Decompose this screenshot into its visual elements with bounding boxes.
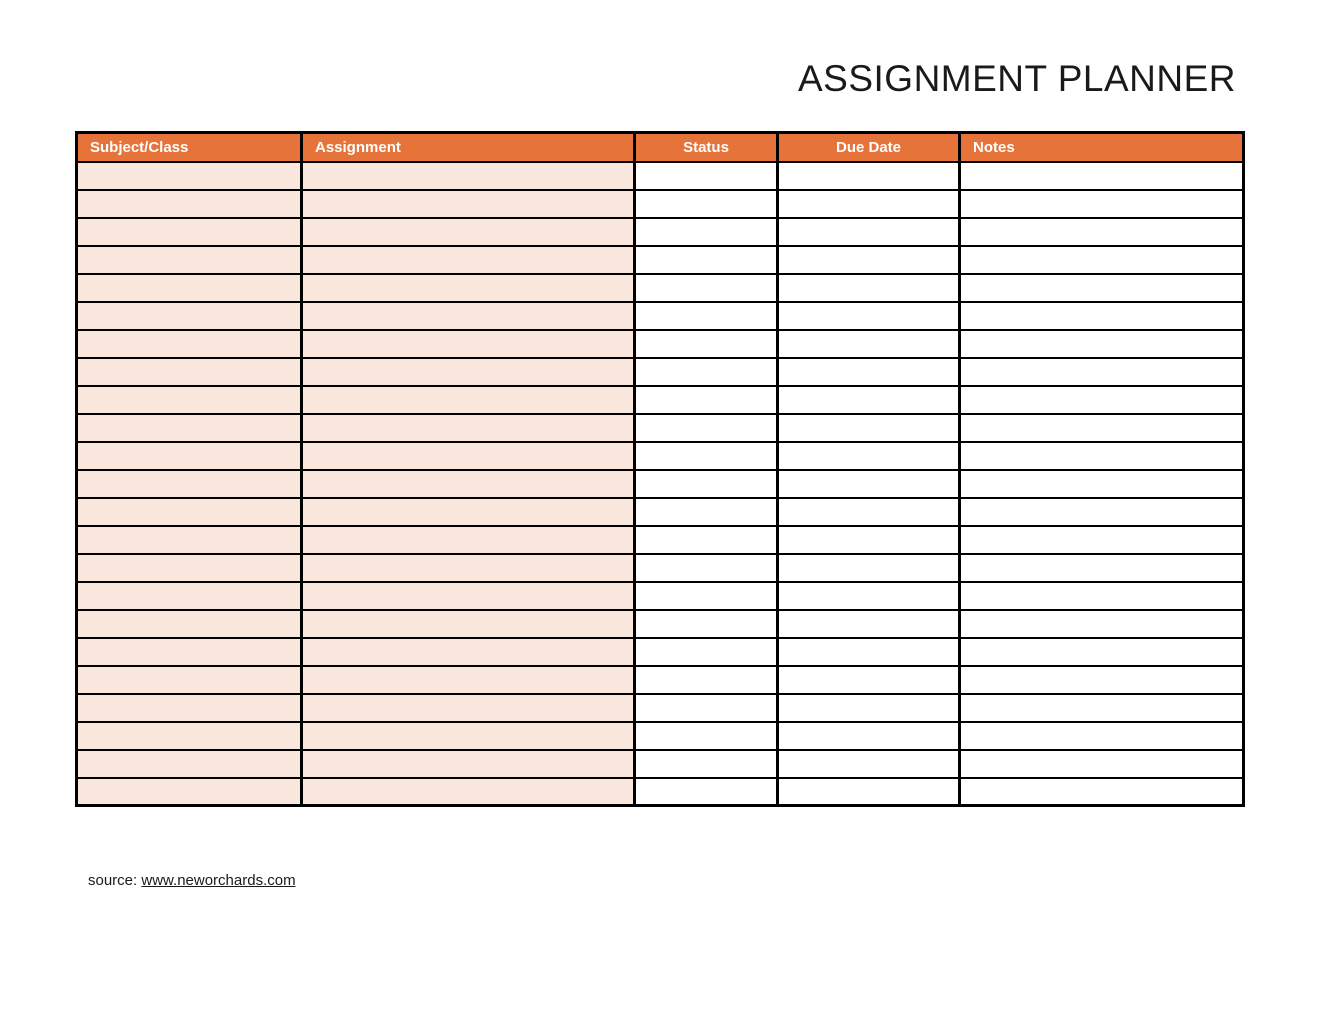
cell-due-date-row-22[interactable]	[778, 750, 960, 778]
cell-assignment-row-4[interactable]	[302, 246, 635, 274]
cell-subject-class-row-15[interactable]	[77, 554, 302, 582]
cell-assignment-row-21[interactable]	[302, 722, 635, 750]
cell-assignment-row-10[interactable]	[302, 414, 635, 442]
table-row	[77, 722, 1244, 750]
column-header-subject-class: Subject/Class	[77, 133, 302, 162]
cell-status-row-20[interactable]	[635, 694, 778, 722]
cell-assignment-row-17[interactable]	[302, 610, 635, 638]
table-row	[77, 610, 1244, 638]
cell-assignment-row-15[interactable]	[302, 554, 635, 582]
table-row	[77, 498, 1244, 526]
cell-due-date-row-23[interactable]	[778, 778, 960, 806]
cell-assignment-row-14[interactable]	[302, 526, 635, 554]
cell-notes-row-6[interactable]	[960, 302, 1244, 330]
cell-assignment-row-7[interactable]	[302, 330, 635, 358]
cell-due-date-row-18[interactable]	[778, 638, 960, 666]
cell-notes-row-19[interactable]	[960, 666, 1244, 694]
cell-notes-row-17[interactable]	[960, 610, 1244, 638]
cell-status-row-13[interactable]	[635, 498, 778, 526]
cell-subject-class-row-11[interactable]	[77, 442, 302, 470]
cell-notes-row-2[interactable]	[960, 190, 1244, 218]
table-row	[77, 666, 1244, 694]
cell-status-row-12[interactable]	[635, 470, 778, 498]
cell-subject-class-row-18[interactable]	[77, 638, 302, 666]
cell-status-row-16[interactable]	[635, 582, 778, 610]
cell-status-row-10[interactable]	[635, 414, 778, 442]
cell-due-date-row-2[interactable]	[778, 190, 960, 218]
cell-notes-row-15[interactable]	[960, 554, 1244, 582]
cell-status-row-23[interactable]	[635, 778, 778, 806]
table-row	[77, 470, 1244, 498]
cell-due-date-row-10[interactable]	[778, 414, 960, 442]
cell-assignment-row-11[interactable]	[302, 442, 635, 470]
table-header-row	[77, 133, 1244, 162]
cell-assignment-row-18[interactable]	[302, 638, 635, 666]
cell-subject-class-row-5[interactable]	[77, 274, 302, 302]
column-header-notes: Notes	[960, 133, 1244, 162]
page-title: ASSIGNMENT PLANNER	[797, 58, 1236, 99]
cell-assignment-row-5[interactable]	[302, 274, 635, 302]
cell-subject-class-row-12[interactable]	[77, 470, 302, 498]
cell-assignment-row-2[interactable]	[302, 190, 635, 218]
table-row	[77, 330, 1244, 358]
cell-due-date-row-13[interactable]	[778, 498, 960, 526]
cell-assignment-row-19[interactable]	[302, 666, 635, 694]
cell-subject-class-row-1[interactable]	[77, 162, 302, 190]
cell-due-date-row-9[interactable]	[778, 386, 960, 414]
cell-notes-row-18[interactable]	[960, 638, 1244, 666]
cell-assignment-row-1[interactable]	[302, 162, 635, 190]
cell-due-date-row-19[interactable]	[778, 666, 960, 694]
cell-subject-class-row-3[interactable]	[77, 218, 302, 246]
assignment-planner-table	[75, 131, 1242, 807]
cell-subject-class-row-19[interactable]	[77, 666, 302, 694]
cell-status-row-11[interactable]	[635, 442, 778, 470]
cell-subject-class-row-16[interactable]	[77, 582, 302, 610]
cell-status-row-14[interactable]	[635, 526, 778, 554]
cell-notes-row-8[interactable]	[960, 358, 1244, 386]
cell-status-row-21[interactable]	[635, 722, 778, 750]
cell-assignment-row-12[interactable]	[302, 470, 635, 498]
cell-notes-row-20[interactable]	[960, 694, 1244, 722]
cell-subject-class-row-21[interactable]	[77, 722, 302, 750]
cell-status-row-19[interactable]	[635, 666, 778, 694]
column-header-assignment: Assignment	[302, 133, 635, 162]
cell-notes-row-23[interactable]	[960, 778, 1244, 806]
cell-subject-class-row-9[interactable]	[77, 386, 302, 414]
cell-subject-class-row-8[interactable]	[77, 358, 302, 386]
cell-status-row-5[interactable]	[635, 274, 778, 302]
cell-status-row-9[interactable]	[635, 386, 778, 414]
table-row	[77, 218, 1244, 246]
cell-subject-class-row-6[interactable]	[77, 302, 302, 330]
cell-due-date-row-7[interactable]	[778, 330, 960, 358]
cell-assignment-row-23[interactable]	[302, 778, 635, 806]
column-header-status: Status	[635, 133, 778, 162]
cell-status-row-15[interactable]	[635, 554, 778, 582]
cell-subject-class-row-23[interactable]	[77, 778, 302, 806]
cell-status-row-17[interactable]	[635, 610, 778, 638]
cell-assignment-row-13[interactable]	[302, 498, 635, 526]
cell-due-date-row-20[interactable]	[778, 694, 960, 722]
cell-status-row-4[interactable]	[635, 246, 778, 274]
cell-subject-class-row-7[interactable]	[77, 330, 302, 358]
cell-status-row-7[interactable]	[635, 330, 778, 358]
cell-assignment-row-9[interactable]	[302, 386, 635, 414]
cell-due-date-row-17[interactable]	[778, 610, 960, 638]
cell-notes-row-4[interactable]	[960, 246, 1244, 274]
cell-due-date-row-6[interactable]	[778, 302, 960, 330]
cell-due-date-row-3[interactable]	[778, 218, 960, 246]
cell-due-date-row-12[interactable]	[778, 470, 960, 498]
source-link[interactable]: www.neworchards.com	[141, 872, 296, 889]
table-row	[77, 582, 1244, 610]
column-header-due-date: Due Date	[778, 133, 960, 162]
cell-status-row-2[interactable]	[635, 190, 778, 218]
cell-due-date-row-15[interactable]	[778, 554, 960, 582]
table-row	[77, 386, 1244, 414]
table-row	[77, 694, 1244, 722]
cell-assignment-row-8[interactable]	[302, 358, 635, 386]
table-row	[77, 302, 1244, 330]
cell-status-row-8[interactable]	[635, 358, 778, 386]
table-row	[77, 750, 1244, 778]
cell-status-row-6[interactable]	[635, 302, 778, 330]
cell-status-row-22[interactable]	[635, 750, 778, 778]
cell-status-row-1[interactable]	[635, 162, 778, 190]
table-row	[77, 246, 1244, 274]
cell-notes-row-22[interactable]	[960, 750, 1244, 778]
cell-subject-class-row-13[interactable]	[77, 498, 302, 526]
cell-subject-class-row-14[interactable]	[77, 526, 302, 554]
cell-notes-row-14[interactable]	[960, 526, 1244, 554]
cell-notes-row-5[interactable]	[960, 274, 1244, 302]
source-attribution	[88, 872, 296, 889]
table-row	[77, 358, 1244, 386]
cell-notes-row-21[interactable]	[960, 722, 1244, 750]
table-row	[77, 778, 1244, 806]
cell-notes-row-3[interactable]	[960, 218, 1244, 246]
table-row	[77, 442, 1244, 470]
cell-due-date-row-4[interactable]	[778, 246, 960, 274]
table-row	[77, 526, 1244, 554]
cell-status-row-3[interactable]	[635, 218, 778, 246]
cell-notes-row-1[interactable]	[960, 162, 1244, 190]
cell-assignment-row-16[interactable]	[302, 582, 635, 610]
cell-notes-row-13[interactable]	[960, 498, 1244, 526]
table-row	[77, 414, 1244, 442]
cell-subject-class-row-22[interactable]	[77, 750, 302, 778]
table-row	[77, 190, 1244, 218]
cell-subject-class-row-17[interactable]	[77, 610, 302, 638]
cell-notes-row-9[interactable]	[960, 386, 1244, 414]
cell-due-date-row-14[interactable]	[778, 526, 960, 554]
cell-notes-row-12[interactable]	[960, 470, 1244, 498]
cell-status-row-18[interactable]	[635, 638, 778, 666]
cell-notes-row-11[interactable]	[960, 442, 1244, 470]
source-label: source:	[88, 872, 142, 889]
cell-subject-class-row-4[interactable]	[77, 246, 302, 274]
table-row	[77, 638, 1244, 666]
cell-due-date-row-16[interactable]	[778, 582, 960, 610]
cell-due-date-row-11[interactable]	[778, 442, 960, 470]
cell-assignment-row-3[interactable]	[302, 218, 635, 246]
cell-assignment-row-6[interactable]	[302, 302, 635, 330]
cell-due-date-row-5[interactable]	[778, 274, 960, 302]
cell-due-date-row-21[interactable]	[778, 722, 960, 750]
cell-due-date-row-8[interactable]	[778, 358, 960, 386]
table-row	[77, 162, 1244, 190]
table-row	[77, 554, 1244, 582]
cell-subject-class-row-20[interactable]	[77, 694, 302, 722]
cell-notes-row-7[interactable]	[960, 330, 1244, 358]
cell-assignment-row-20[interactable]	[302, 694, 635, 722]
table-row	[77, 274, 1244, 302]
cell-subject-class-row-10[interactable]	[77, 414, 302, 442]
cell-subject-class-row-2[interactable]	[77, 190, 302, 218]
cell-due-date-row-1[interactable]	[778, 162, 960, 190]
cell-assignment-row-22[interactable]	[302, 750, 635, 778]
cell-notes-row-10[interactable]	[960, 414, 1244, 442]
cell-notes-row-16[interactable]	[960, 582, 1244, 610]
